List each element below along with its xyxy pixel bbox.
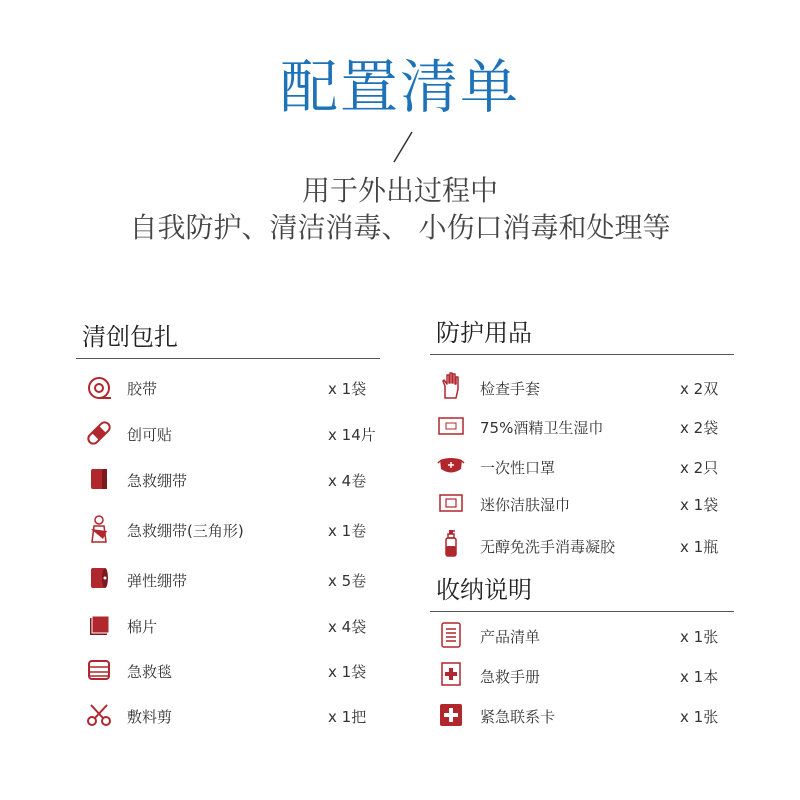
item-qty: x 1瓶 bbox=[680, 538, 719, 556]
page-title: 配置清单 bbox=[279, 53, 520, 121]
list-item bbox=[436, 488, 466, 518]
item-qty: x 1把 bbox=[328, 708, 367, 726]
item-name: 检查手套 bbox=[480, 380, 541, 398]
list-item bbox=[84, 373, 114, 403]
scissors-icon bbox=[84, 700, 114, 730]
item-qty: x 2袋 bbox=[680, 419, 719, 437]
section-divider bbox=[76, 358, 380, 359]
item-qty: x 2只 bbox=[680, 459, 719, 477]
section-storage bbox=[430, 575, 734, 612]
section-wound-care bbox=[76, 322, 380, 359]
tape-icon bbox=[84, 373, 114, 403]
bandaid-icon bbox=[84, 418, 114, 448]
list-item bbox=[436, 370, 466, 400]
list-item bbox=[84, 655, 114, 685]
sling-icon bbox=[84, 514, 114, 544]
item-name: 急救绷带 bbox=[127, 472, 188, 490]
item-name: 无醇免洗手消毒凝胶 bbox=[480, 538, 616, 556]
item-qty: x 14片 bbox=[328, 426, 376, 444]
mask-icon bbox=[436, 450, 466, 480]
item-name: 弹性绷带 bbox=[127, 572, 188, 590]
subtitle-line-2: 自我防护、清洁消毒、 小伤口消毒和处理等 bbox=[129, 211, 671, 244]
bandage-roll-icon bbox=[84, 464, 114, 494]
item-qty: x 1袋 bbox=[328, 663, 367, 681]
item-qty: x 2双 bbox=[680, 380, 719, 398]
item-qty: x 1张 bbox=[680, 628, 719, 646]
list-item bbox=[436, 411, 466, 441]
list-item bbox=[84, 464, 114, 494]
item-qty: x 1本 bbox=[680, 668, 719, 686]
list-item bbox=[436, 659, 466, 689]
item-name: 迷你洁肤湿巾 bbox=[480, 496, 571, 514]
section-title: 防护用品 bbox=[436, 319, 532, 347]
item-name: 一次性口罩 bbox=[480, 459, 556, 477]
section-divider bbox=[430, 611, 734, 612]
mini-wipes-icon bbox=[436, 488, 466, 518]
cross-card-icon bbox=[436, 700, 466, 730]
glove-icon bbox=[436, 370, 466, 400]
item-name: 胶带 bbox=[127, 380, 158, 398]
item-qty: x 1袋 bbox=[680, 496, 719, 514]
section-protection bbox=[430, 318, 734, 355]
list-item bbox=[84, 610, 114, 640]
item-name: 产品清单 bbox=[480, 628, 541, 646]
item-qty: x 4袋 bbox=[328, 618, 367, 636]
wipes-icon bbox=[436, 411, 466, 441]
list-item bbox=[84, 514, 114, 544]
item-qty: x 1卷 bbox=[328, 522, 367, 540]
list-item bbox=[84, 418, 114, 448]
item-qty: x 1张 bbox=[680, 708, 719, 726]
subtitle-line-1: 用于外出过程中 bbox=[301, 174, 498, 207]
item-name: 敷料剪 bbox=[127, 708, 173, 726]
manual-icon bbox=[436, 659, 466, 689]
list-item bbox=[436, 620, 466, 650]
list-item bbox=[436, 450, 466, 480]
item-name: 急救手册 bbox=[480, 668, 541, 686]
item-name: 棉片 bbox=[127, 618, 158, 636]
item-name: 急救绷带(三角形) bbox=[127, 522, 244, 540]
item-name: 急救毯 bbox=[127, 663, 173, 681]
elastic-bandage-icon bbox=[84, 563, 114, 593]
list-item bbox=[84, 700, 114, 730]
section-title: 收纳说明 bbox=[436, 576, 532, 604]
blanket-icon bbox=[84, 655, 114, 685]
slash-divider bbox=[392, 130, 414, 164]
cotton-pad-icon bbox=[84, 610, 114, 640]
item-qty: x 5卷 bbox=[328, 572, 367, 590]
section-title: 清创包扎 bbox=[82, 323, 178, 351]
list-item bbox=[436, 700, 466, 730]
item-name: 75%酒精卫生湿巾 bbox=[480, 419, 604, 437]
section-divider bbox=[430, 354, 734, 355]
item-qty: x 1袋 bbox=[328, 380, 367, 398]
item-name: 紧急联系卡 bbox=[480, 708, 556, 726]
list-icon bbox=[436, 620, 466, 650]
sanitizer-bottle-icon bbox=[436, 528, 466, 558]
list-item bbox=[84, 563, 114, 593]
list-item bbox=[436, 528, 466, 558]
item-qty: x 4卷 bbox=[328, 472, 367, 490]
item-name: 创可贴 bbox=[127, 426, 173, 444]
